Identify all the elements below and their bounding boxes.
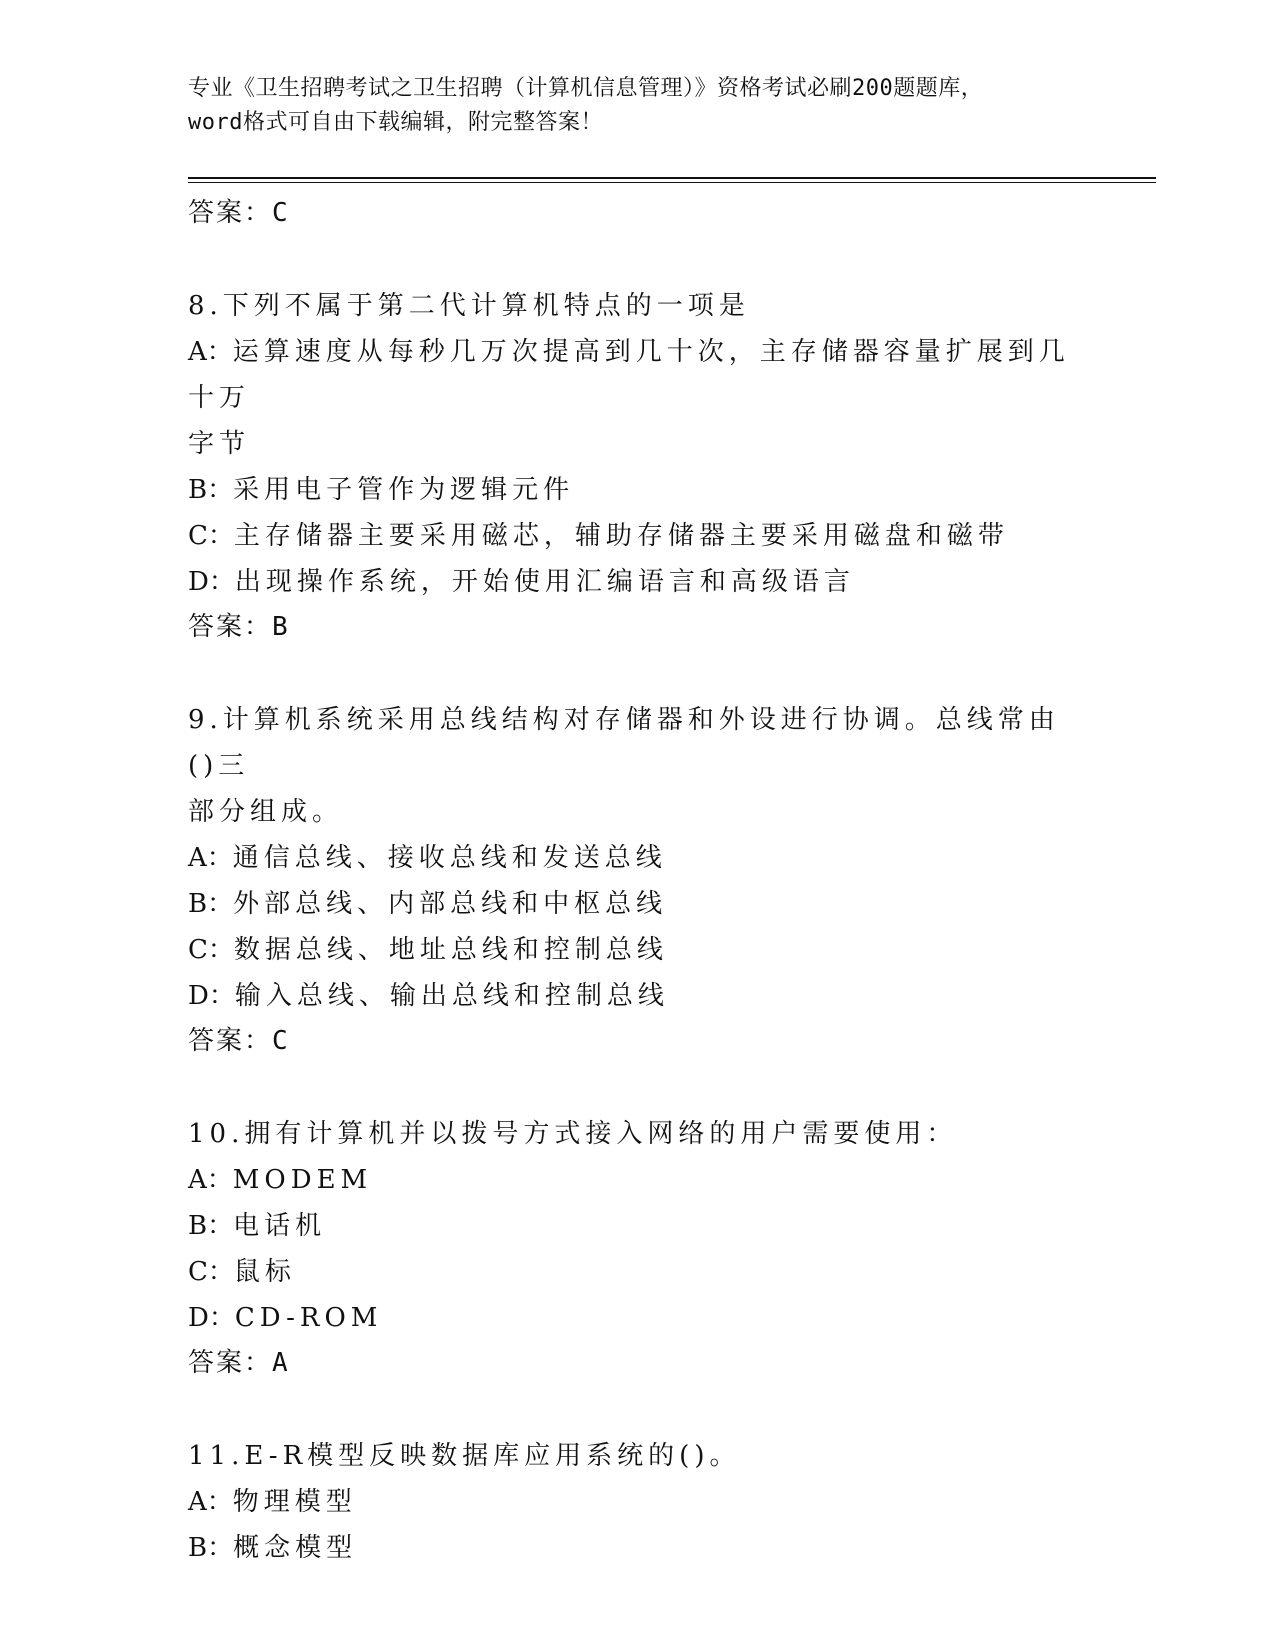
option-key: B：	[188, 475, 234, 505]
answer-label: 答案：	[188, 1348, 273, 1378]
option-key: A：	[188, 1165, 233, 1195]
option-key: D：	[188, 981, 235, 1011]
header-divider-thick	[188, 177, 1156, 179]
answer-value: B	[272, 612, 290, 642]
question-option-a	[188, 329, 1088, 421]
option-text: 主存储器主要采用磁芯，辅助存储器主要采用磁盘和磁带	[233, 521, 1009, 551]
header-divider-thin	[188, 182, 1156, 183]
question-option-a-continued	[188, 421, 1088, 467]
answer-line	[188, 605, 1088, 649]
option-key: A：	[188, 1487, 233, 1517]
question-block	[188, 697, 1088, 1063]
option-text: 外部总线、内部总线和中枢总线	[233, 889, 668, 919]
option-text: 采用电子管作为逻辑元件	[233, 475, 575, 505]
question-block	[188, 1433, 1088, 1571]
question-option-b	[188, 881, 1088, 927]
option-text: 概念模型	[233, 1533, 358, 1563]
option-key: B：	[188, 1211, 234, 1241]
option-text: 出现操作系统，开始使用汇编语言和高级语言	[234, 567, 855, 597]
option-text: 数据总线、地址总线和控制总线	[233, 935, 668, 965]
option-key: B：	[188, 1533, 234, 1563]
question-option-c	[188, 513, 1088, 559]
header-line-2: word格式可自由下载编辑，附完整答案！	[188, 110, 603, 135]
question-stem: 10.拥有计算机并以拨号方式接入网络的用户需要使用：	[188, 1119, 958, 1149]
question-option-a	[188, 1479, 1088, 1525]
question-option-b	[188, 1203, 1088, 1249]
question-option-d	[188, 559, 1088, 605]
answer-value: C	[272, 1026, 290, 1056]
answer-line	[188, 191, 1088, 235]
option-key: D：	[188, 1303, 235, 1333]
question-stem: 11.E-R模型反映数据库应用系统的()。	[188, 1441, 741, 1471]
answer-label: 答案：	[188, 612, 273, 642]
question-option-d	[188, 973, 1088, 1019]
option-key: D：	[188, 567, 235, 597]
option-key: B：	[188, 889, 234, 919]
option-text: 通信总线、接收总线和发送总线	[232, 843, 667, 873]
question-block	[188, 1111, 1088, 1385]
header-line-1: 专业《卫生招聘考试之卫生招聘（计算机信息管理）》资格考试必刷200题题库，	[188, 76, 984, 101]
question-block	[188, 283, 1088, 649]
option-key: A：	[188, 843, 233, 873]
question-option-d	[188, 1295, 1088, 1341]
answer-value: A	[272, 1348, 290, 1378]
question-stem-continued: 部分组成。	[188, 797, 344, 827]
question-option-b	[188, 467, 1088, 513]
option-text: 物理模型	[232, 1487, 357, 1517]
question-stem: 8.下列不属于第二代计算机特点的一项是	[188, 291, 750, 321]
option-text: MODEM	[232, 1165, 373, 1195]
question-option-c	[188, 927, 1088, 973]
option-text: 运算速度从每秒几万次提高到几十次，主存储器容量扩展到几十万	[188, 337, 1070, 413]
question-stem: 9.计算机系统采用总线结构对存储器和外设进行协调。总线常由()三	[188, 705, 1060, 781]
option-key: C：	[188, 935, 234, 965]
question-option-b	[188, 1525, 1088, 1571]
document-header	[188, 72, 1108, 140]
answer-value: C	[272, 198, 290, 228]
answer-line	[188, 1341, 1088, 1385]
option-text: CD-ROM	[234, 1303, 383, 1333]
option-key: C：	[188, 1257, 234, 1287]
option-text: 电话机	[233, 1211, 327, 1241]
answer-label: 答案：	[188, 198, 273, 228]
option-text: 输入总线、输出总线和控制总线	[234, 981, 669, 1011]
option-text: 鼠标	[233, 1257, 296, 1287]
question-option-a	[188, 1157, 1088, 1203]
option-key: C：	[188, 521, 234, 551]
answer-line	[188, 1019, 1088, 1063]
question-option-c	[188, 1249, 1088, 1295]
question-option-a	[188, 835, 1088, 881]
document-content	[188, 191, 1088, 1571]
option-text: 字节	[188, 429, 251, 459]
answer-label: 答案：	[188, 1026, 273, 1056]
option-key: A：	[188, 337, 233, 367]
